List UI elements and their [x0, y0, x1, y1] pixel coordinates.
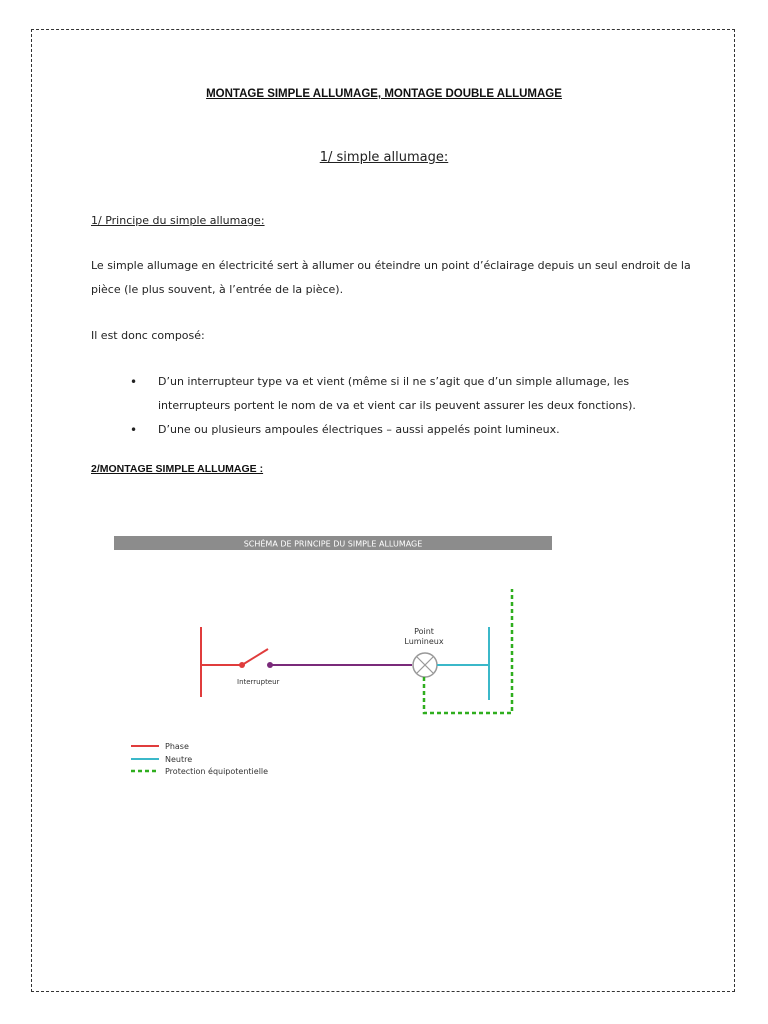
bullet-icon: •: [130, 375, 138, 389]
switch-lever-icon: [242, 649, 268, 665]
section-title: 1/ simple allumage:: [319, 150, 449, 165]
earth-wire: [424, 589, 512, 713]
diagram-banner-text: SCHÉMA DE PRINCIPE DU SIMPLE ALLUMAGE: [243, 539, 423, 549]
paragraph-intro: Le simple allumage en électricité sert à allumer ou éteindre un point d’éclairage depuis un seul endroit de la pièce (le plus souvent, à l’entrée de la pièce).: [91, 259, 691, 296]
legend-neutral-label: Neutre: [165, 755, 193, 764]
lamp-label-line2: Lumineux: [404, 637, 444, 646]
list-item-text: D’une ou plusieurs ampoules électriques – aussi appelés point lumineux.: [158, 423, 560, 436]
legend-phase-label: Phase: [165, 742, 189, 751]
paragraph-composition: Il est donc composé:: [91, 329, 205, 342]
subheading-principle: 1/ Principe du simple allumage:: [91, 214, 265, 227]
main-title: MONTAGE SIMPLE ALLUMAGE, MONTAGE DOUBLE ALLUMAGE: [206, 88, 562, 100]
switch-label: Interrupteur: [237, 678, 280, 686]
list-item-text: D’un interrupteur type va et vient (même si il ne s’agit que d’un simple allumage, les interrupteurs portent le nom de va et vient car ils peuvent assurer les deux fonctions).: [158, 375, 636, 412]
bullet-icon: •: [130, 423, 138, 437]
legend-earth-label: Protection équipotentielle: [165, 767, 269, 776]
subheading-wiring: 2/MONTAGE SIMPLE ALLUMAGE :: [91, 463, 264, 475]
lamp-label-line1: Point: [414, 627, 434, 636]
